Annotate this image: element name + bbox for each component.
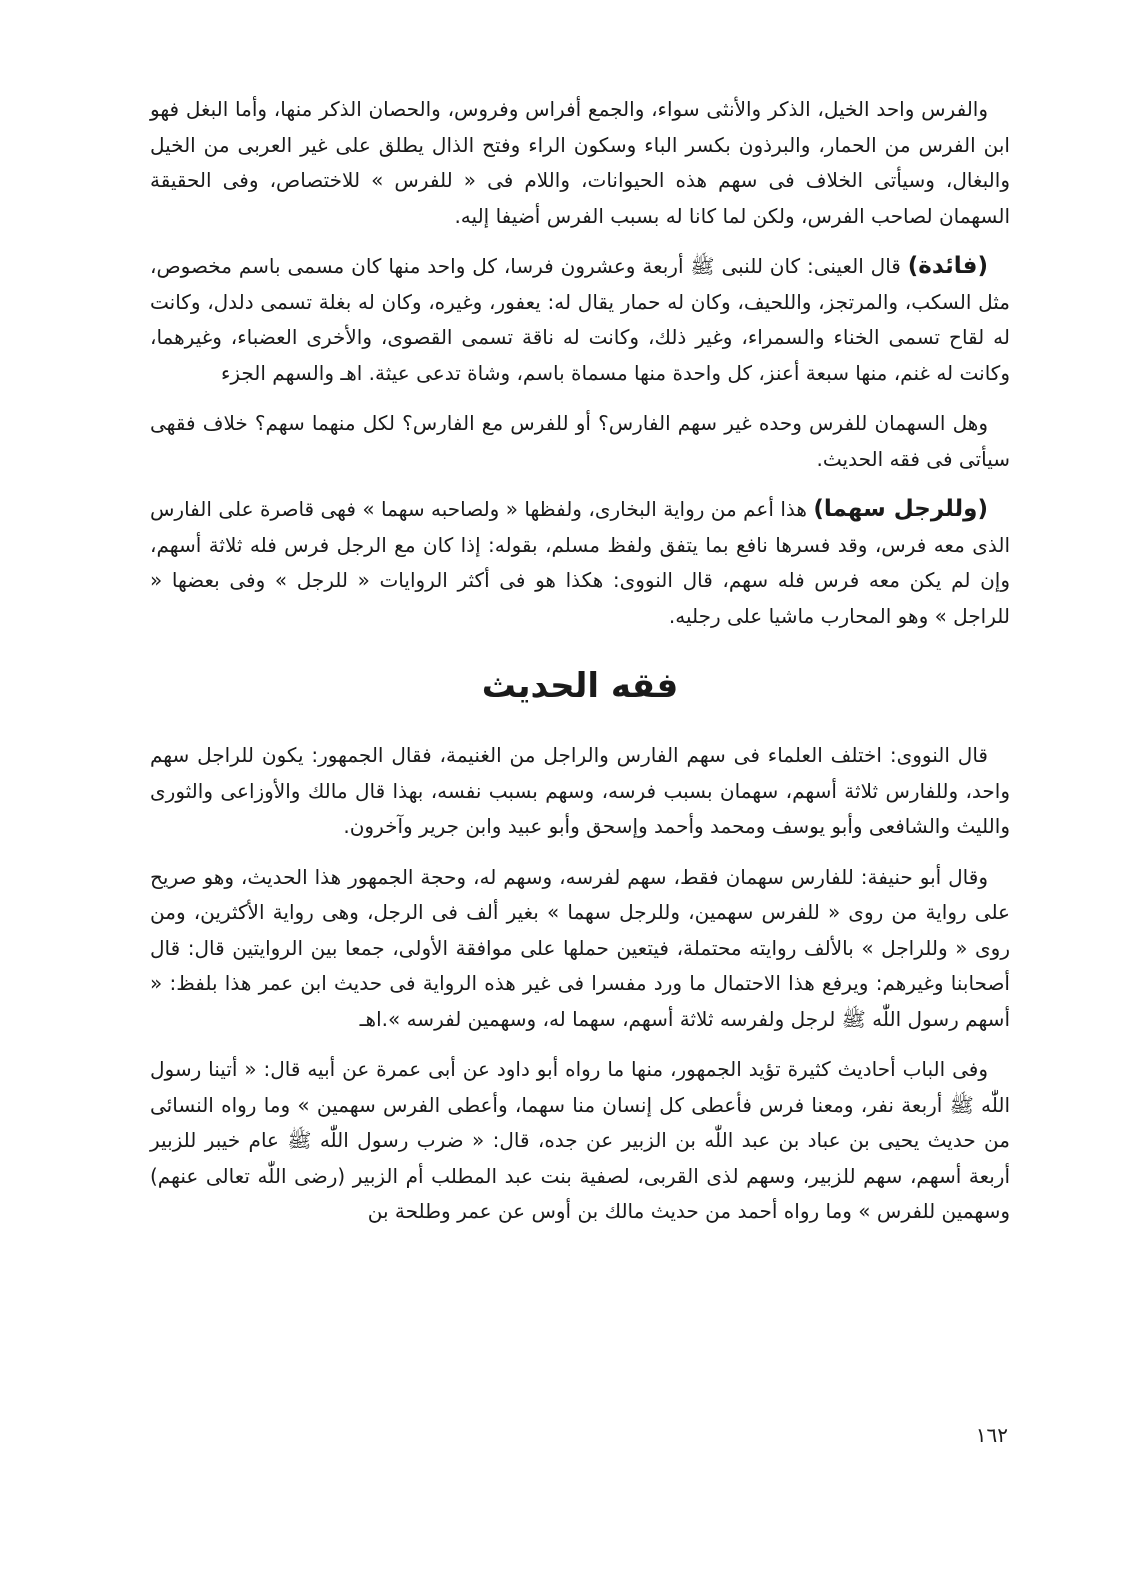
page-number: ١٦٢ <box>975 1423 1008 1447</box>
paragraph-6-text: وقال أبو حنيفة: للفارس سهمان فقط، سهم لفرسه، وسهم له، وحجة الجمهور هذا الحديث، وهو صريح على رواية من روى « للفرس سهمين، وللرجل سهما » بغير ألف فى الرجل، وهى رواية الأكثرين، ومن روى « وللراجل » بالألف روايته محتملة، فيتعين حملها على موافقة الأولى، جمعا بين الروايتين قال: قال أصحابنا وغيرهم: ويرفع هذا الاحتمال ما ورد مفسرا فى غير هذه الرواية فى حديث ابن عمر هذا بلفظ: « أسهم رسول اللّٰه ﷺ لرجل ولفرسه ثلاثة أسهم، سهما له، وسهمين لفرسه ».اهـ <box>150 864 1010 1031</box>
paragraph-4-text: هذا أعم من رواية البخارى، ولفظها « ولصاحبه سهما » فهى قاصرة على الفارس الذى معه فرس، وقد فسرها نافع بما يتفق ولفظ مسلم، بقوله: إذا كان مع الرجل فرس فله ثلاثة أسهم، وإن لم يكن معه فرس فله سهم، قال النووى: هكذا هو فى أكثر الروايات « للرجل » وفى بعضها « للراجل » وهو المحارب ماشيا على رجليه. <box>150 497 1010 628</box>
paragraph-2-lead: (فائدة) <box>907 253 988 279</box>
paragraph-5-text: قال النووى: اختلف العلماء فى سهم الفارس والراجل من الغنيمة، فقال الجمهور: يكون للراجل سهم واحد، وللفارس ثلاثة أسهم، سهمان بسبب فرسه، وسهم بسبب نفسه، بهذا قال مالك والأوزاعى والثورى والليث والشافعى وأبو يوسف ومحمد وأحمد وإسحق وأبو عبيد وابن جرير وآخرون. <box>150 743 1010 838</box>
paragraph-1 <box>150 92 1010 234</box>
paragraph-3-text: وهل السهمان للفرس وحده غير سهم الفارس؟ أو للفرس مع الفارس؟ لكل منهما سهم؟ خلاف فقهى سيأتى فى فقه الحديث. <box>150 411 1010 471</box>
paragraph-6 <box>150 860 1010 1038</box>
paragraph-4 <box>150 492 1010 634</box>
paragraph-2 <box>150 249 1010 391</box>
page-body <box>150 92 1010 1245</box>
section-heading: فقه الحديث <box>481 666 679 706</box>
paragraph-2-text: قال العينى: كان للنبى ﷺ أربعة وعشرون فرسا، كل واحد منها كان مسمى باسم مخصوص، مثل السكب، والمرتجز، واللحيف، وكان له حمار يقال له: يعفور، وغيره، وكان له بغلة تسمى دلدل، وكانت له لقاح تسمى الخناء والسمراء، وغير ذلك، وكانت له ناقة تسمى القصوى، والأخرى العضباء، وغيرهما، وكانت له غنم، منها سبعة أعنز، كل واحدة منها مسماة باسم، وشاة تدعى عيثة. اهـ والسهم الجزء <box>150 254 1010 385</box>
paragraph-5 <box>150 738 1010 845</box>
paragraph-4-lead: (وللرجل سهما) <box>813 496 988 522</box>
paragraph-3 <box>150 406 1010 477</box>
paragraph-1-text: والفرس واحد الخيل، الذكر والأنثى سواء، والجمع أفراس وفروس، والحصان الذكر منها، وأما البغل فهو ابن الفرس من الحمار، والبرذون بكسر الباء وسكون الراء وفتح الذال يطلق على غير العربى من الخيل والبغال، وسيأتى الخلاف فى سهم هذه الحيوانات، واللام فى « للفرس » للاختصاص، وفى الحقيقة السهمان لصاحب الفرس، ولكن لما كانا له بسبب الفرس أضيفا إليه. <box>150 97 1010 228</box>
paragraph-7-text: وفى الباب أحاديث كثيرة تؤيد الجمهور، منها ما رواه أبو داود عن أبى عمرة عن أبيه قال: « أتينا رسول اللّٰه ﷺ أربعة نفر، ومعنا فرس فأعطى كل إنسان منا سهما، وأعطى الفرس سهمين » وما رواه النسائى من حديث يحيى بن عباد بن عبد اللّٰه بن الزبير عن جده، قال: « ضرب رسول اللّٰه ﷺ عام خيبر للزبير أربعة أسهم، سهم للزبير، وسهم لذى القربى، لصفية بنت عبد المطلب أم الزبير (رضى اللّٰه تعالى عنهم) وسهمين للفرس » وما رواه أحمد من حديث مالك بن أوس عن عمر وطلحة بن <box>150 1057 1010 1223</box>
paragraph-7 <box>150 1052 1010 1230</box>
